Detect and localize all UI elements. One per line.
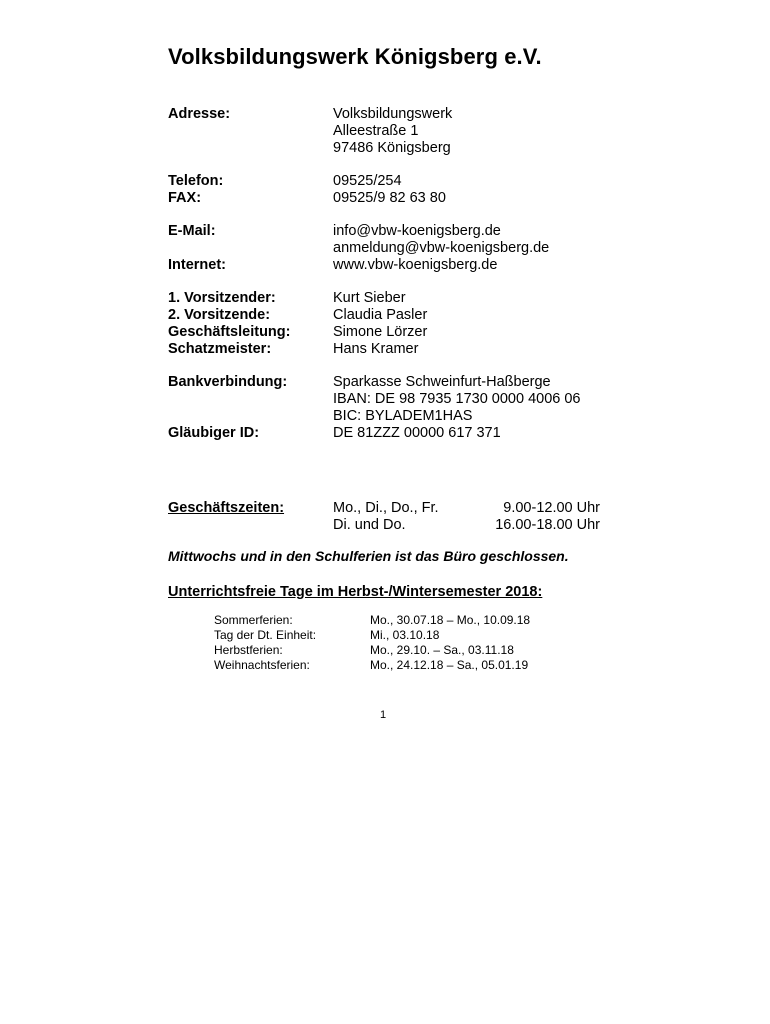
bank-line: BIC: BYLADEM1HAS	[333, 408, 473, 424]
page-number: 1	[380, 709, 387, 721]
semester-heading: Unterrichtsfreie Tage im Herbst-/Wintersemester 2018:	[168, 584, 543, 600]
internet-value[interactable]: www.vbw-koenigsberg.de	[333, 257, 498, 273]
person-name: Hans Kramer	[333, 341, 419, 357]
person-role: 1. Vorsitzender:	[168, 290, 276, 306]
creditor-value: DE 81ZZZ 00000 617 371	[333, 425, 501, 441]
address-line: Volksbildungswerk	[333, 106, 453, 122]
person-name: Claudia Pasler	[333, 307, 428, 323]
person-name: Kurt Sieber	[333, 290, 406, 306]
creditor-label: Gläubiger ID:	[168, 425, 260, 441]
address-line: 97486 Königsberg	[333, 140, 451, 156]
email-value[interactable]: anmeldung@vbw-koenigsberg.de	[333, 240, 550, 256]
fax-value: 09525/9 82 63 80	[333, 190, 446, 206]
bank-label: Bankverbindung:	[168, 374, 288, 390]
holiday-dates: Mi., 03.10.18	[370, 628, 440, 642]
person-role: Schatzmeister:	[168, 341, 272, 357]
bank-line: Sparkasse Schweinfurt-Haßberge	[333, 374, 551, 390]
closed-note: Mittwochs und in den Schulferien ist das Büro geschlossen.	[168, 548, 569, 564]
hours-time: 9.00-12.00 Uhr	[503, 500, 600, 516]
holiday-name: Herbstferien:	[214, 643, 283, 657]
address-line: Alleestraße 1	[333, 123, 419, 139]
email-value[interactable]: info@vbw-koenigsberg.de	[333, 223, 501, 239]
holiday-name: Tag der Dt. Einheit:	[214, 628, 317, 642]
holiday-dates: Mo., 30.07.18 – Mo., 10.09.18	[370, 613, 531, 627]
hours-label: Geschäftszeiten:	[168, 500, 285, 516]
fax-label: FAX:	[168, 190, 202, 206]
page-title: Volksbildungswerk Königsberg e.V.	[168, 44, 542, 69]
person-role: Geschäftsleitung:	[168, 324, 291, 340]
holiday-name: Sommerferien:	[214, 613, 293, 627]
hours-days: Di. und Do.	[333, 517, 406, 533]
person-role: 2. Vorsitzende:	[168, 307, 271, 323]
address-label: Adresse:	[168, 106, 231, 122]
holiday-dates: Mo., 29.10. – Sa., 03.11.18	[370, 643, 514, 657]
holiday-dates: Mo., 24.12.18 – Sa., 05.01.19	[370, 658, 529, 672]
email-label: E-Mail:	[168, 223, 216, 239]
hours-time: 16.00-18.00 Uhr	[495, 517, 600, 533]
bank-line: IBAN: DE 98 7935 1730 0000 4006 06	[333, 391, 581, 407]
phone-value: 09525/254	[333, 173, 402, 189]
phone-label: Telefon:	[168, 173, 224, 189]
person-name: Simone Lörzer	[333, 324, 428, 340]
internet-label: Internet:	[168, 257, 226, 273]
holiday-name: Weihnachtsferien:	[214, 658, 310, 672]
hours-days: Mo., Di., Do., Fr.	[333, 500, 439, 516]
